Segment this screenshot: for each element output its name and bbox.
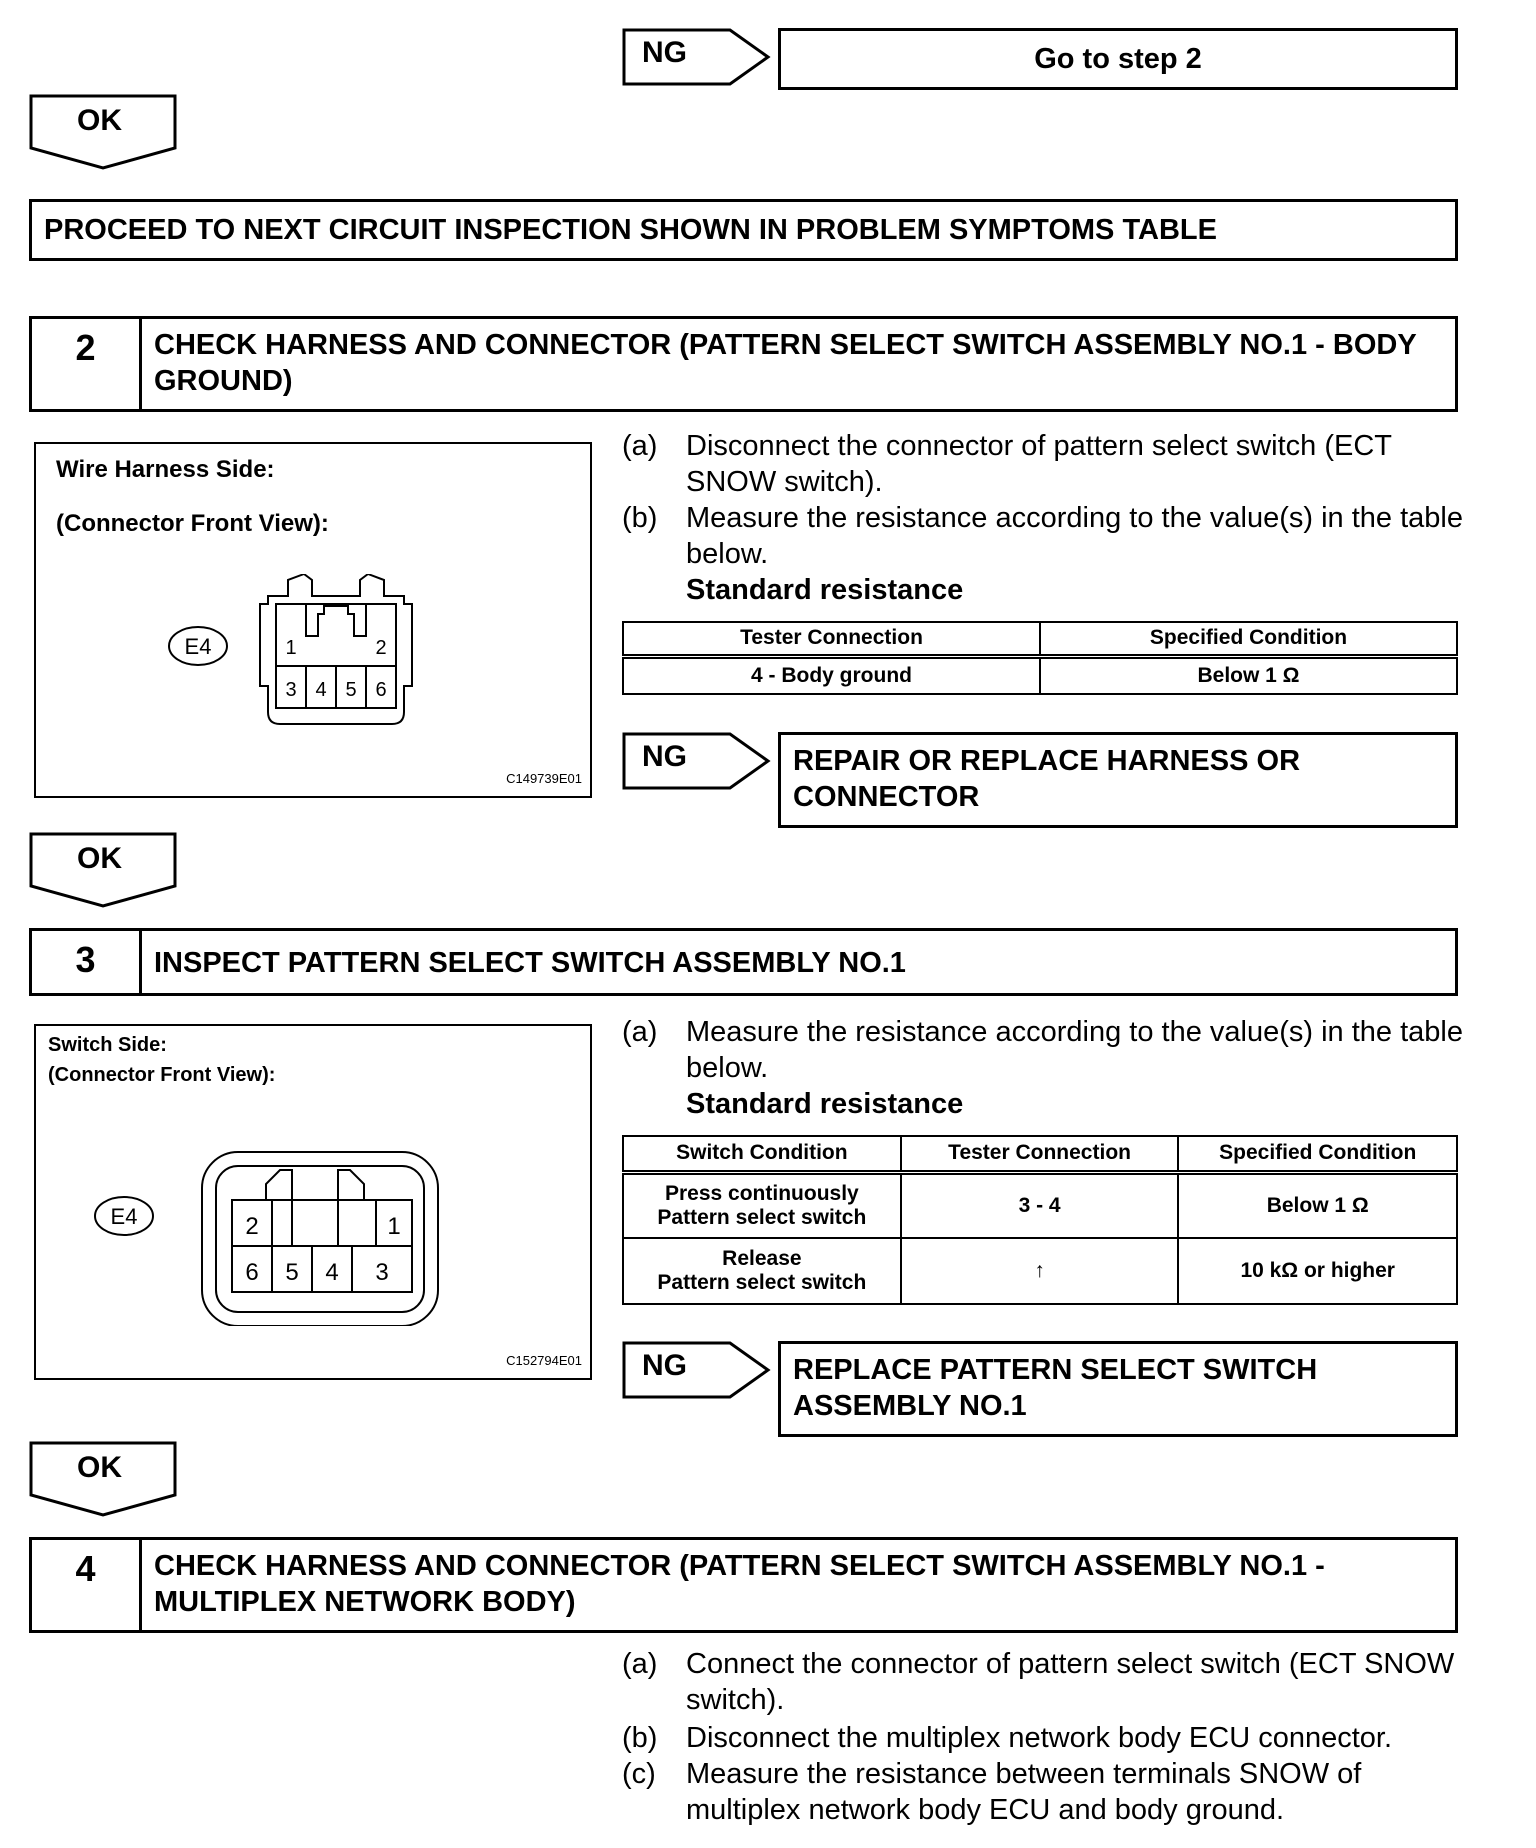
step-number: 3 — [32, 931, 142, 993]
item-label: (c) — [622, 1758, 656, 1790]
step-4-header — [29, 1537, 1458, 1633]
step-2-header — [29, 316, 1458, 412]
connector-diagram — [86, 1146, 456, 1326]
pin-label: 5 — [285, 1259, 299, 1286]
step-number: 4 — [32, 1540, 142, 1630]
ng-action-text: REPLACE PATTERN SELECT SWITCH ASSEMBLY NO.1 — [793, 1354, 1318, 1422]
ng-flag-step-3 — [622, 1341, 772, 1399]
pin-label: 4 — [325, 1259, 339, 1286]
table-cell: ↑ — [901, 1238, 1179, 1304]
step-title: CHECK HARNESS AND CONNECTOR (PATTERN SELECT SWITCH ASSEMBLY NO.1 - BODY GROUND) — [154, 329, 1417, 397]
step-title: INSPECT PATTERN SELECT SWITCH ASSEMBLY NO.1 — [154, 947, 906, 979]
ng-label: NG — [642, 1349, 687, 1382]
step-4-instruction-c — [622, 1756, 1472, 1830]
item-text: Disconnect the connector of pattern select switch (ECT SNOW switch). — [686, 430, 1392, 498]
item-label: (a) — [622, 430, 658, 462]
ok-label: OK — [77, 842, 122, 875]
connector-id-label: E4 — [184, 634, 212, 659]
connector-diagram — [136, 574, 456, 754]
ng-flag-top — [622, 28, 772, 86]
pin-label: 1 — [285, 637, 297, 659]
go-to-step-box[interactable] — [778, 28, 1458, 90]
table-cell: Below 1 Ω — [1040, 656, 1457, 694]
ok-label: OK — [77, 1451, 122, 1484]
step-2-figure — [34, 442, 592, 798]
item-text: Disconnect the multiplex network body ECU connector. — [686, 1722, 1393, 1754]
standard-resistance-heading: Standard resistance — [686, 1088, 964, 1120]
ok-label: OK — [77, 104, 122, 137]
table-row — [623, 1172, 1457, 1238]
table-row — [623, 1238, 1457, 1304]
table-row — [623, 656, 1457, 694]
pin-label: 5 — [345, 679, 357, 701]
pin-label: 4 — [315, 679, 327, 701]
figure-caption-1: Switch Side: — [48, 1034, 167, 1056]
ng-action-box-step-3[interactable] — [778, 1341, 1458, 1437]
table-cell — [623, 1238, 901, 1304]
table-header: Tester Connection — [623, 622, 1040, 656]
ng-label: NG — [642, 740, 687, 773]
step-3-spec-table — [622, 1135, 1458, 1305]
table-cell: 4 - Body ground — [623, 656, 1040, 694]
switch-condition-line: Pattern select switch — [657, 1205, 867, 1229]
figure-code: C152794E01 — [506, 1353, 582, 1368]
item-text: Measure the resistance between terminals SNOW of multiplex network body ECU and body ground. — [686, 1758, 1362, 1826]
proceed-text: PROCEED TO NEXT CIRCUIT INSPECTION SHOWN IN PROBLEM SYMPTOMS TABLE — [44, 214, 1217, 246]
ok-flag-step-2 — [29, 832, 177, 908]
ok-flag-top — [29, 94, 177, 170]
figure-caption-1: Wire Harness Side: — [56, 456, 275, 483]
pin-label: 2 — [375, 637, 387, 659]
switch-condition-line: Pattern select switch — [657, 1271, 867, 1294]
figure-caption-2: (Connector Front View): — [48, 1064, 276, 1086]
step-number: 2 — [32, 319, 142, 409]
item-label: (b) — [622, 1722, 658, 1754]
table-header: Tester Connection — [901, 1136, 1179, 1172]
item-label: (a) — [622, 1016, 658, 1048]
switch-condition-line: Release — [722, 1247, 802, 1270]
item-text: Connect the connector of pattern select switch (ECT SNOW switch). — [686, 1648, 1455, 1716]
step-4-instruction-b — [622, 1720, 1472, 1756]
go-to-step-text: Go to step 2 — [1034, 43, 1202, 75]
step-2-instruction-b — [622, 500, 1472, 574]
table-header: Specified Condition — [1178, 1136, 1457, 1172]
pin-label: 3 — [375, 1259, 389, 1286]
step-2-spec-table — [622, 621, 1458, 695]
pin-label: 3 — [285, 679, 297, 701]
step-3-header — [29, 928, 1458, 996]
switch-condition-line: Press continuously — [665, 1181, 859, 1205]
step-title: CHECK HARNESS AND CONNECTOR (PATTERN SELECT SWITCH ASSEMBLY NO.1 - MULTIPLEX NETWORK BODY) — [154, 1550, 1325, 1618]
table-cell — [623, 1172, 901, 1238]
step-4-instruction-a — [622, 1646, 1472, 1720]
proceed-box — [29, 199, 1458, 261]
step-2-instruction-a — [622, 428, 1472, 502]
ng-flag-step-2 — [622, 732, 772, 790]
ok-flag-step-3 — [29, 1441, 177, 1517]
pin-label: 6 — [375, 679, 387, 701]
table-header: Switch Condition — [623, 1136, 901, 1172]
standard-resistance-heading: Standard resistance — [686, 574, 964, 606]
table-cell: 10 kΩ or higher — [1178, 1238, 1457, 1304]
item-label: (a) — [622, 1648, 658, 1680]
connector-id-label: E4 — [110, 1204, 138, 1229]
table-cell: Below 1 Ω — [1178, 1172, 1457, 1238]
pin-label: 2 — [245, 1213, 259, 1240]
figure-code: C149739E01 — [506, 771, 582, 786]
table-cell: 3 - 4 — [901, 1172, 1179, 1238]
ng-label: NG — [642, 36, 687, 69]
pin-label: 6 — [245, 1259, 259, 1286]
figure-caption-2: (Connector Front View): — [56, 510, 329, 537]
item-label: (b) — [622, 502, 658, 534]
step-3-figure — [34, 1024, 592, 1380]
step-3-instruction-a — [622, 1014, 1472, 1088]
pin-label: 1 — [387, 1213, 401, 1240]
table-header: Specified Condition — [1040, 622, 1457, 656]
item-text: Measure the resistance according to the value(s) in the table below. — [686, 502, 1463, 570]
item-text: Measure the resistance according to the value(s) in the table below. — [686, 1016, 1463, 1084]
ng-action-text: REPAIR OR REPLACE HARNESS OR CONNECTOR — [793, 745, 1301, 813]
ng-action-box-step-2[interactable] — [778, 732, 1458, 828]
